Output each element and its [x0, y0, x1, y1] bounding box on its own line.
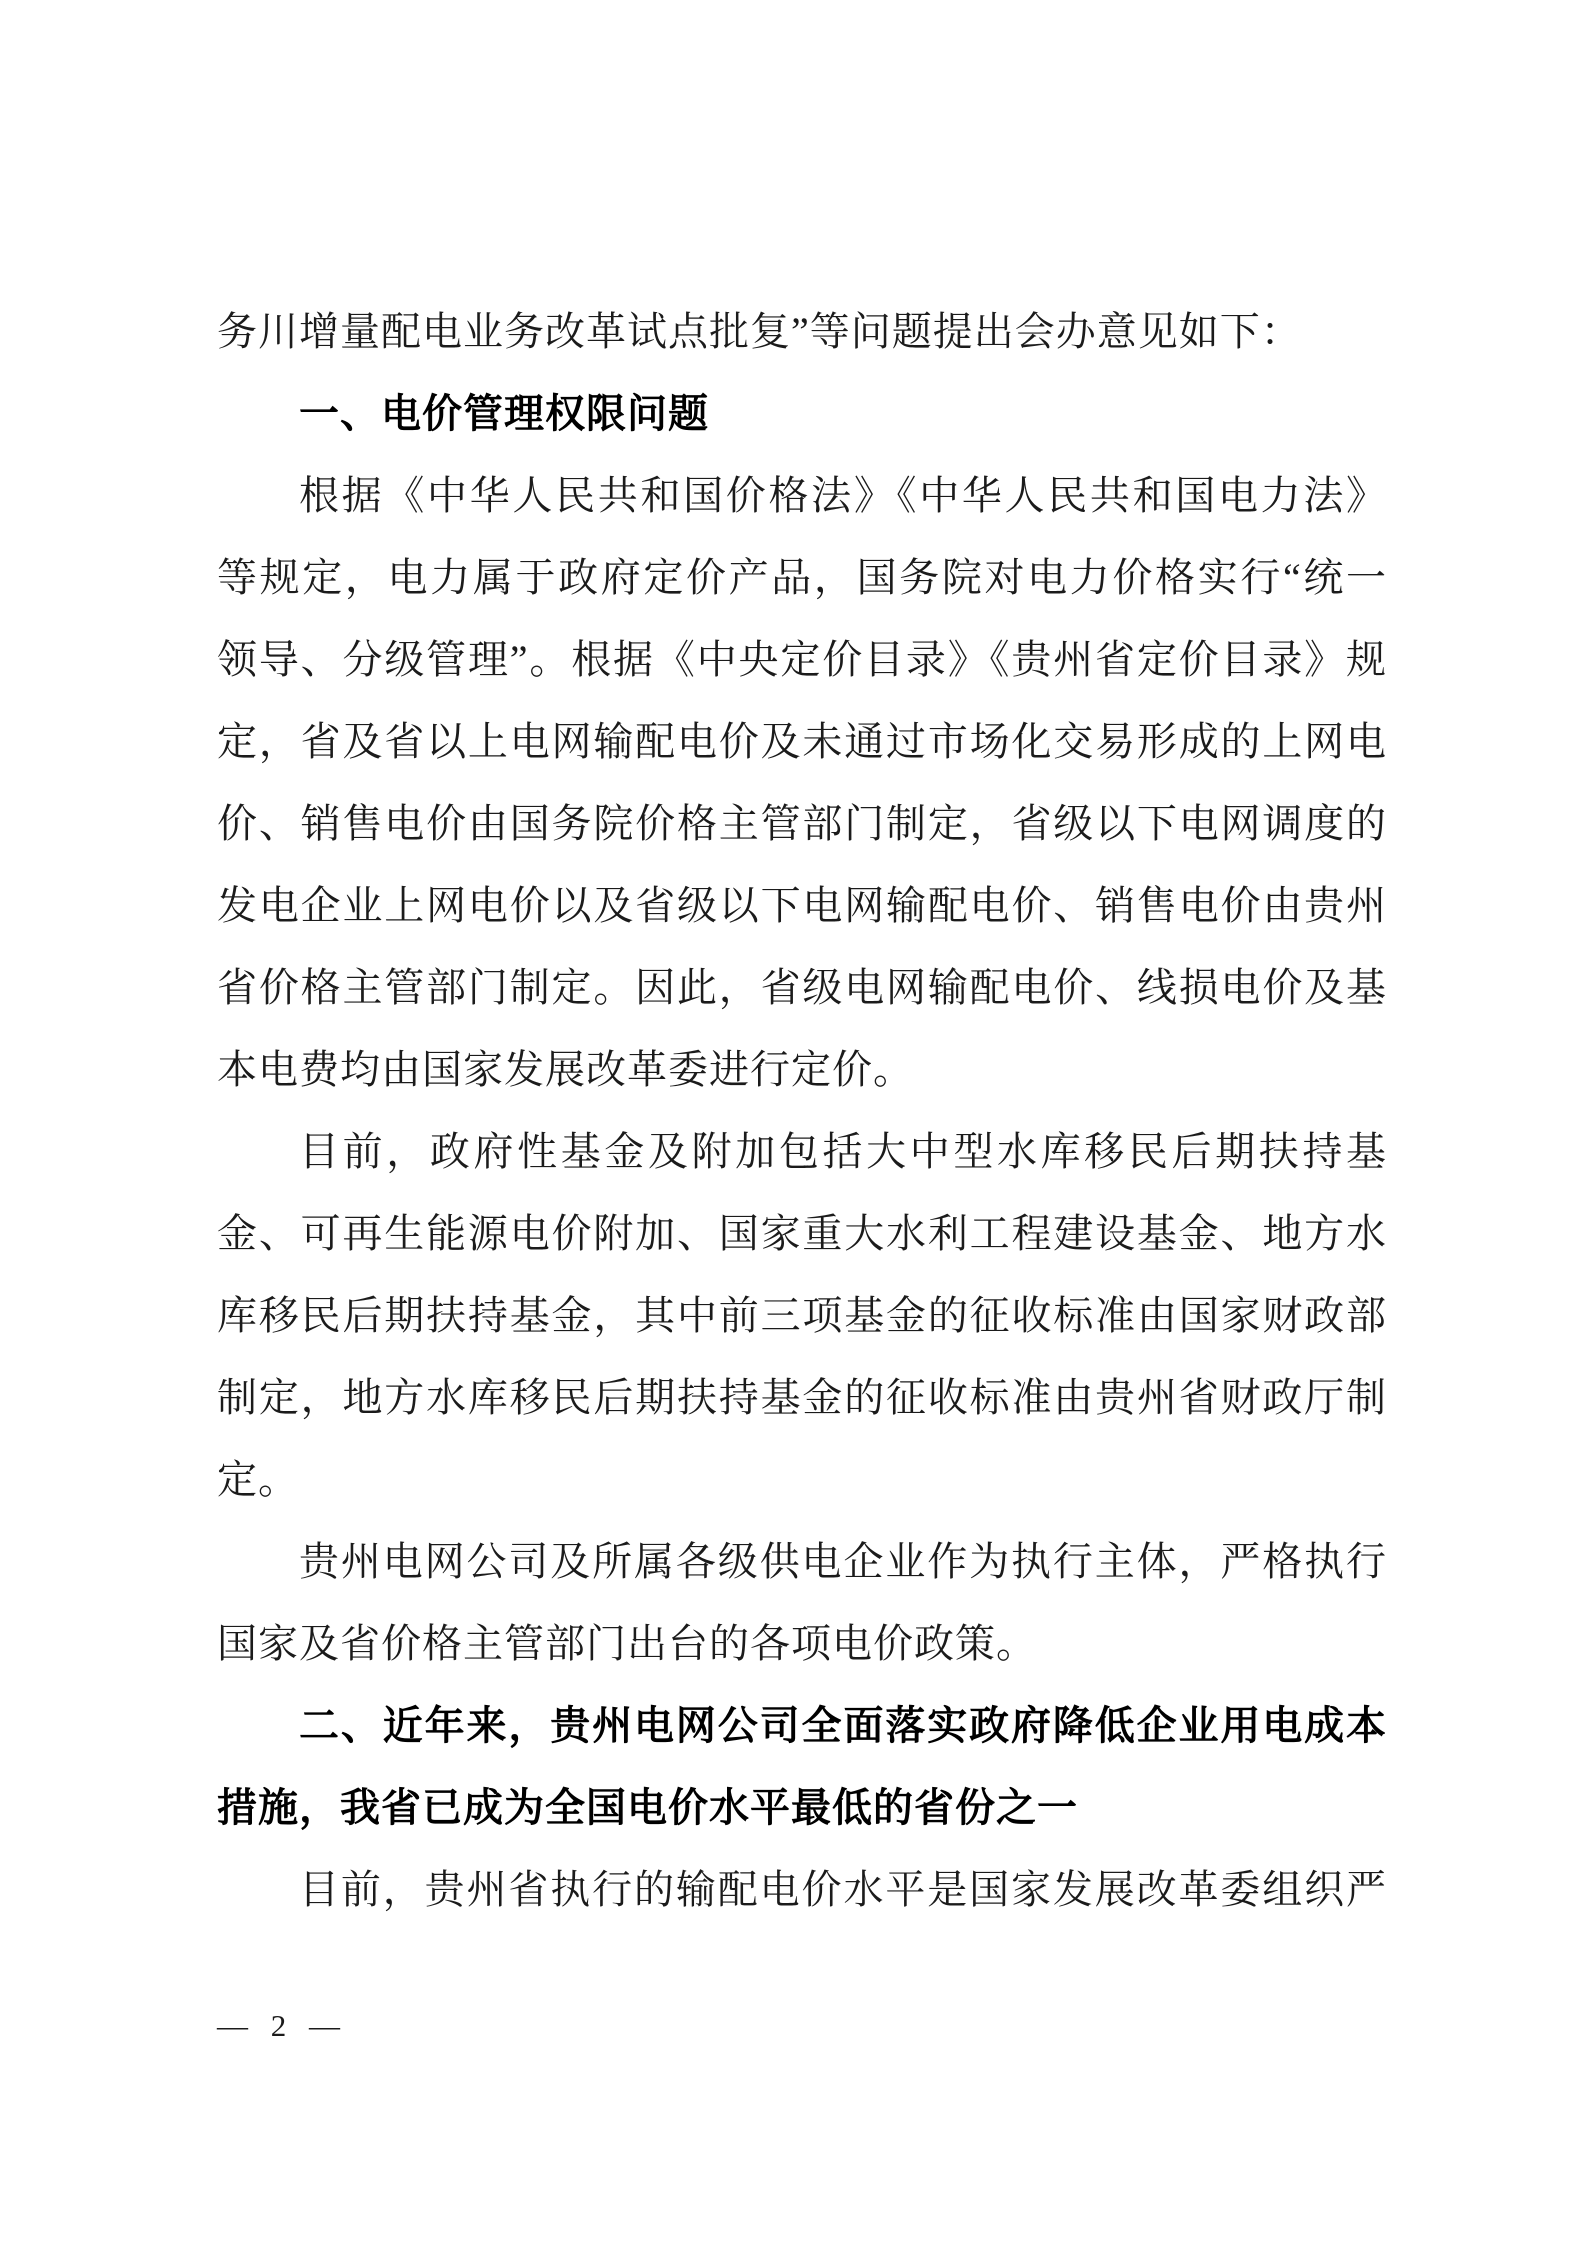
text-line: 发电企业上网电价以及省级以下电网输配电价、销售电价由贵州: [217, 883, 1387, 928]
section-1-heading: 一、电价管理权限问题: [299, 392, 709, 436]
text-line: 定，省及省以上电网输配电价及未通过市场化交易形成的上网电: [217, 719, 1387, 764]
text-line: 目前，贵州省执行的输配电价水平是国家发展改革委组织严: [299, 1867, 1387, 1912]
text-line: 等规定，电力属于政府定价产品，国务院对电力价格实行“统一: [217, 555, 1387, 600]
text-line: 务川增量配电业务改革试点批复”等问题提出会办意见如下：: [217, 309, 1302, 354]
text-line: 目前，政府性基金及附加包括大中型水库移民后期扶持基: [299, 1129, 1387, 1174]
text-line: 定。: [217, 1457, 299, 1502]
text-line: 贵州电网公司及所属各级供电企业作为执行主体，严格执行: [299, 1539, 1387, 1584]
page-number: — 2 —: [217, 2008, 343, 2043]
text-line: 价、销售电价由国务院价格主管部门制定，省级以下电网调度的: [217, 801, 1387, 846]
section-2-heading-line-2: 措施，我省已成为全国电价水平最低的省份之一: [217, 1786, 1078, 1830]
text-line: 库移民后期扶持基金，其中前三项基金的征收标准由国家财政部: [217, 1293, 1387, 1338]
text-line: 根据《中华人民共和国价格法》《中华人民共和国电力法》: [299, 473, 1387, 518]
text-line: 国家及省价格主管部门出台的各项电价政策。: [217, 1621, 1037, 1666]
section-2-heading-line-1: 二、近年来，贵州电网公司全面落实政府降低企业用电成本: [299, 1704, 1387, 1748]
text-line: 本电费均由国家发展改革委进行定价。: [217, 1047, 914, 1092]
text-line: 金、可再生能源电价附加、国家重大水利工程建设基金、地方水: [217, 1211, 1387, 1256]
document-body: [217, 291, 1387, 1931]
text-line: 制定，地方水库移民后期扶持基金的征收标准由贵州省财政厅制: [217, 1375, 1387, 1420]
text-line: 省价格主管部门制定。因此，省级电网输配电价、线损电价及基: [217, 965, 1387, 1010]
text-line: 领导、分级管理”。根据《中央定价目录》《贵州省定价目录》规: [217, 637, 1387, 682]
